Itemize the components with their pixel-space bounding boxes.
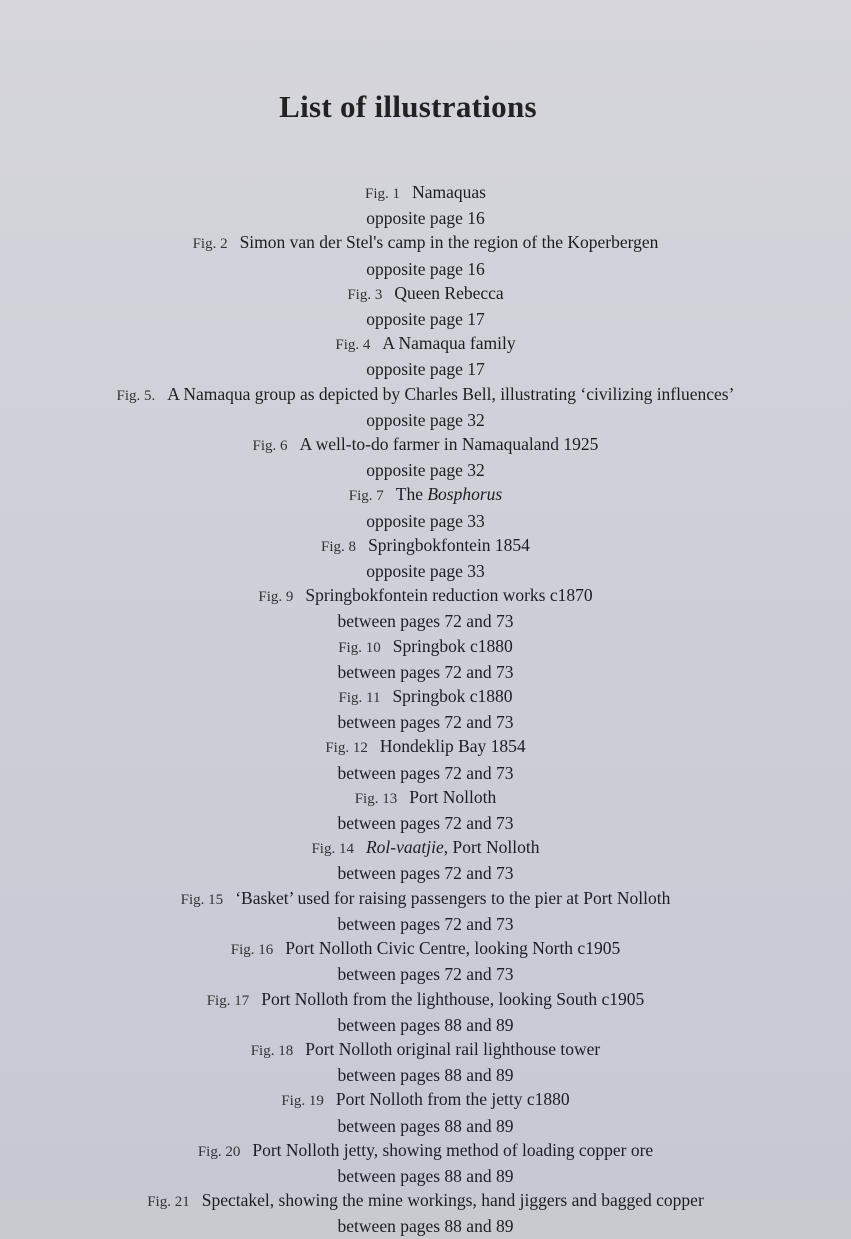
page-reference: between pages 88 and 89 — [337, 1014, 514, 1035]
figure-caption: Port Nolloth Civic Centre, looking North c1905 — [285, 938, 621, 959]
page-reference: opposite page 16 — [366, 258, 485, 279]
page-reference: between pages 72 and 73 — [337, 964, 514, 985]
page-reference: between pages 88 and 89 — [337, 1165, 514, 1186]
page-reference: opposite page 33 — [366, 561, 485, 582]
list-item — [0, 281, 851, 331]
list-item — [0, 886, 851, 936]
page-reference: between pages 72 and 73 — [337, 863, 514, 884]
illustrations-list — [0, 180, 851, 1239]
figure-number: Fig. 21 — [147, 1194, 190, 1211]
list-item — [0, 180, 851, 230]
list-item — [0, 1037, 851, 1087]
figure-caption: Springbokfontein 1854 — [368, 534, 530, 555]
figure-number: Fig. 11 — [338, 690, 381, 707]
figure-caption: Port Nolloth jetty, showing method of loading copper ore — [252, 1139, 654, 1160]
figure-number: Fig. 9 — [258, 589, 294, 606]
page-reference: opposite page 17 — [366, 309, 485, 330]
figure-number: Fig. 1 — [365, 186, 401, 202]
figure-caption: Springbok c1880 — [392, 635, 513, 656]
list-item — [0, 382, 851, 432]
figure-number: Fig. 2 — [192, 236, 228, 253]
figure-number: Fig. 10 — [338, 639, 381, 656]
figure-caption: Rol-vaatjie, Port Nolloth — [365, 837, 540, 858]
figure-caption: Spectakel, showing the mine workings, hand jiggers and bagged copper — [201, 1190, 704, 1211]
page-reference: between pages 72 and 73 — [337, 913, 514, 934]
list-item — [0, 684, 851, 734]
figure-caption: Port Nolloth — [409, 786, 497, 807]
figure-number: Fig. 8 — [321, 538, 357, 555]
figure-number: Fig. 14 — [311, 841, 354, 858]
figure-caption: ‘Basket’ used for raising passengers to the pier at Port Nolloth — [235, 887, 671, 908]
figure-caption: A Namaqua group as depicted by Charles Bell, illustrating ‘civilizing influences’ — [167, 383, 735, 404]
list-item — [0, 936, 851, 986]
figure-caption: Port Nolloth from the jetty c1880 — [335, 1089, 570, 1110]
figure-caption: The Bosphorus — [395, 484, 503, 505]
figure-number: Fig. 13 — [354, 790, 398, 807]
list-item — [0, 987, 851, 1037]
list-item — [0, 1138, 851, 1188]
list-item — [0, 634, 851, 684]
figure-caption: Springbokfontein reduction works c1870 — [305, 585, 593, 606]
list-item — [0, 583, 851, 633]
page-reference: between pages 72 and 73 — [337, 813, 514, 834]
page-reference: between pages 72 and 73 — [337, 712, 514, 733]
list-item — [0, 1087, 851, 1137]
page-reference: opposite page 32 — [366, 460, 485, 481]
figure-caption: Port Nolloth from the lighthouse, looking South c1905 — [261, 988, 645, 1009]
figure-number: Fig. 7 — [348, 488, 384, 505]
page-reference: between pages 72 and 73 — [337, 611, 514, 632]
page-reference: between pages 88 and 89 — [337, 1065, 514, 1086]
figure-number: Fig. 16 — [230, 942, 274, 959]
figure-caption: Simon van der Stel's camp in the region of the Koperbergen — [239, 232, 659, 253]
list-item — [0, 785, 851, 835]
list-item — [0, 230, 851, 280]
page-reference: opposite page 17 — [366, 359, 485, 380]
page-reference: opposite page 16 — [366, 208, 485, 229]
page-reference: opposite page 33 — [366, 510, 485, 531]
figure-number: Fig. 5. — [116, 387, 156, 404]
figure-number: Fig. 20 — [197, 1143, 241, 1160]
figure-number: Fig. 18 — [250, 1042, 294, 1059]
figure-caption: A well-to-do farmer in Namaqualand 1925 — [299, 434, 599, 455]
figure-number: Fig. 6 — [252, 438, 288, 455]
figure-caption: Hondeklip Bay 1854 — [379, 736, 526, 757]
figure-number: Fig. 12 — [325, 740, 368, 757]
list-item — [0, 432, 851, 482]
list-item — [0, 1188, 851, 1238]
figure-caption: Port Nolloth original rail lighthouse tower — [305, 1038, 601, 1059]
list-item — [0, 482, 851, 532]
figure-caption: Namaquas — [412, 182, 486, 202]
figure-number: Fig. 4 — [335, 337, 371, 354]
figure-number: Fig. 3 — [347, 286, 383, 303]
list-item — [0, 734, 851, 784]
page-title: List of illustrations — [279, 88, 537, 124]
page-reference: opposite page 32 — [366, 409, 485, 430]
figure-number: Fig. 15 — [180, 891, 224, 908]
figure-caption: Queen Rebecca — [394, 282, 504, 303]
figure-number: Fig. 17 — [206, 992, 250, 1009]
page-reference: between pages 72 and 73 — [337, 661, 514, 682]
page-reference: between pages 88 and 89 — [337, 1216, 514, 1237]
figure-caption: A Namaqua family — [382, 333, 516, 354]
page-reference: between pages 72 and 73 — [337, 762, 514, 783]
list-item — [0, 533, 851, 583]
page-reference: between pages 88 and 89 — [337, 1115, 514, 1136]
list-item — [0, 835, 851, 885]
figure-number: Fig. 19 — [281, 1093, 324, 1110]
figure-caption: Springbok c1880 — [392, 686, 513, 707]
list-item — [0, 331, 851, 381]
